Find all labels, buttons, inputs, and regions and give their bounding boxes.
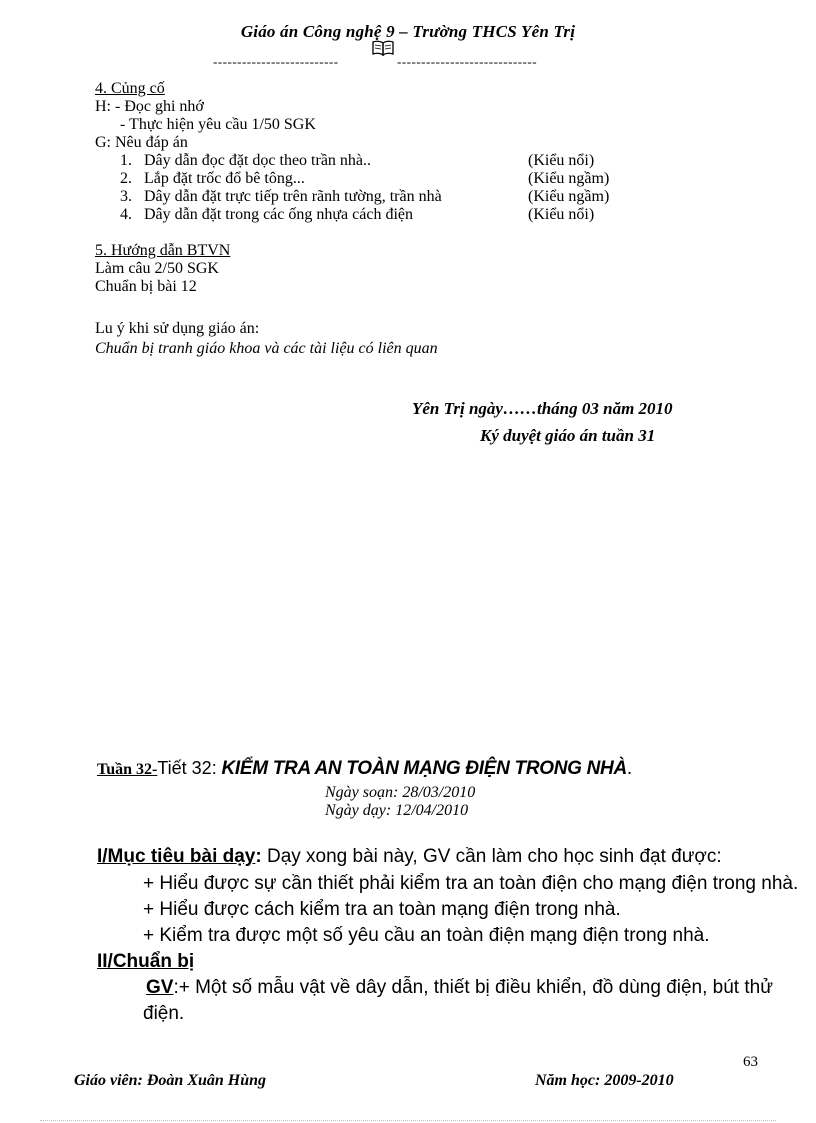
question-subitem: - Thực hiện yêu cầu 1/50 SGK [120,116,316,133]
page-bottom-divider [40,1120,776,1121]
preparation-gv-line [146,977,773,999]
lesson-week: Tuần 32- [97,761,158,778]
answer-number: 4. [120,206,132,223]
header-rule-left: -------------------------- [213,54,339,69]
answer-intro: G: Nêu đáp án [95,134,188,151]
preparation-gv-text-cont: điện. [143,1003,185,1024]
homework-line: Chuẩn bị bài 12 [95,278,197,295]
objectives-heading: I/Mục tiêu bài dạy [97,846,256,867]
signoff-date: Yên Trị ngày……tháng 03 năm 2010 [412,399,673,418]
answer-number: 2. [120,170,132,187]
answer-type: (Kiểu ngầm) [528,188,610,205]
answer-text: Dây dẫn đặt trực tiếp trên rãnh tường, trần nhà [144,188,442,205]
lesson-period-mark: . [626,758,633,779]
answer-text: Dây dẫn đọc đặt dọc theo trần nhà.. [144,152,372,169]
preparation-gv-label: GV [146,977,174,998]
lesson-colon: : [211,758,217,778]
lesson-heading [97,758,632,780]
answer-type: (Kiểu ngầm) [528,170,610,187]
book-icon [372,40,394,56]
section-heading-btvn: 5. Hướng dẫn BTVN [95,242,231,259]
answer-text: Lắp đặt trốc đổ bê tông... [144,170,305,187]
lesson-title: KIỂM TRA AN TOÀN MẠNG ĐIỆN TRONG NHÀ [221,758,627,779]
signoff-approval: Ký duyệt giáo án tuần 31 [480,426,656,445]
answer-number: 1. [120,152,132,169]
lesson-period-label: Tiết 32 [157,758,212,778]
preparation-gv-text: :+ Một số mẫu vật về dây dẫn, thiết bị điều khiển, đồ dùng điện, bút thử [173,977,773,998]
objective-item: + Hiểu được cách kiểm tra an toàn mạng điện trong nhà. [143,899,621,920]
date-taught: Ngày dạy: 12/04/2010 [325,802,469,819]
usage-note-label: Lu ý khi sử dụng giáo án: [95,320,260,337]
homework-line: Làm câu 2/50 SGK [95,260,219,277]
header-rule-right: ----------------------------- [397,54,538,69]
page-number: 63 [743,1054,758,1070]
objectives-intro: Dạy xong bài này, GV cần làm cho học sinh đạt được: [261,846,722,867]
objectives-heading-line [97,846,722,868]
answer-text: Dây dẫn đặt trong các ống nhựa cách điện [144,206,414,223]
page-header-title: Giáo án Công nghệ 9 – Trường THCS Yên Trị [240,22,576,41]
answer-type: (Kiểu nổi) [528,206,595,223]
objective-item: + Hiểu được sự cần thiết phải kiểm tra an toàn điện cho mạng điện trong nhà. [143,873,799,894]
objective-item: + Kiểm tra được một số yêu cầu an toàn điện mạng điện trong nhà. [143,925,710,946]
section-heading-cung-co: 4. Củng cố [95,80,165,97]
objectives-colon: : [255,846,262,867]
question-line: H: - Đọc ghi nhớ [95,98,204,115]
footer-school-year: Năm học: 2009-2010 [535,1072,674,1089]
footer-teacher: Giáo viên: Đoàn Xuân Hùng [74,1072,267,1089]
usage-note-text: Chuẩn bị tranh giáo khoa và các tài liệu có liên quan [95,340,438,357]
answer-type: (Kiểu nổi) [528,152,595,169]
preparation-heading: II/Chuẩn bị [97,951,195,972]
date-prepared: Ngày soạn: 28/03/2010 [325,784,476,801]
answer-number: 3. [120,188,132,205]
